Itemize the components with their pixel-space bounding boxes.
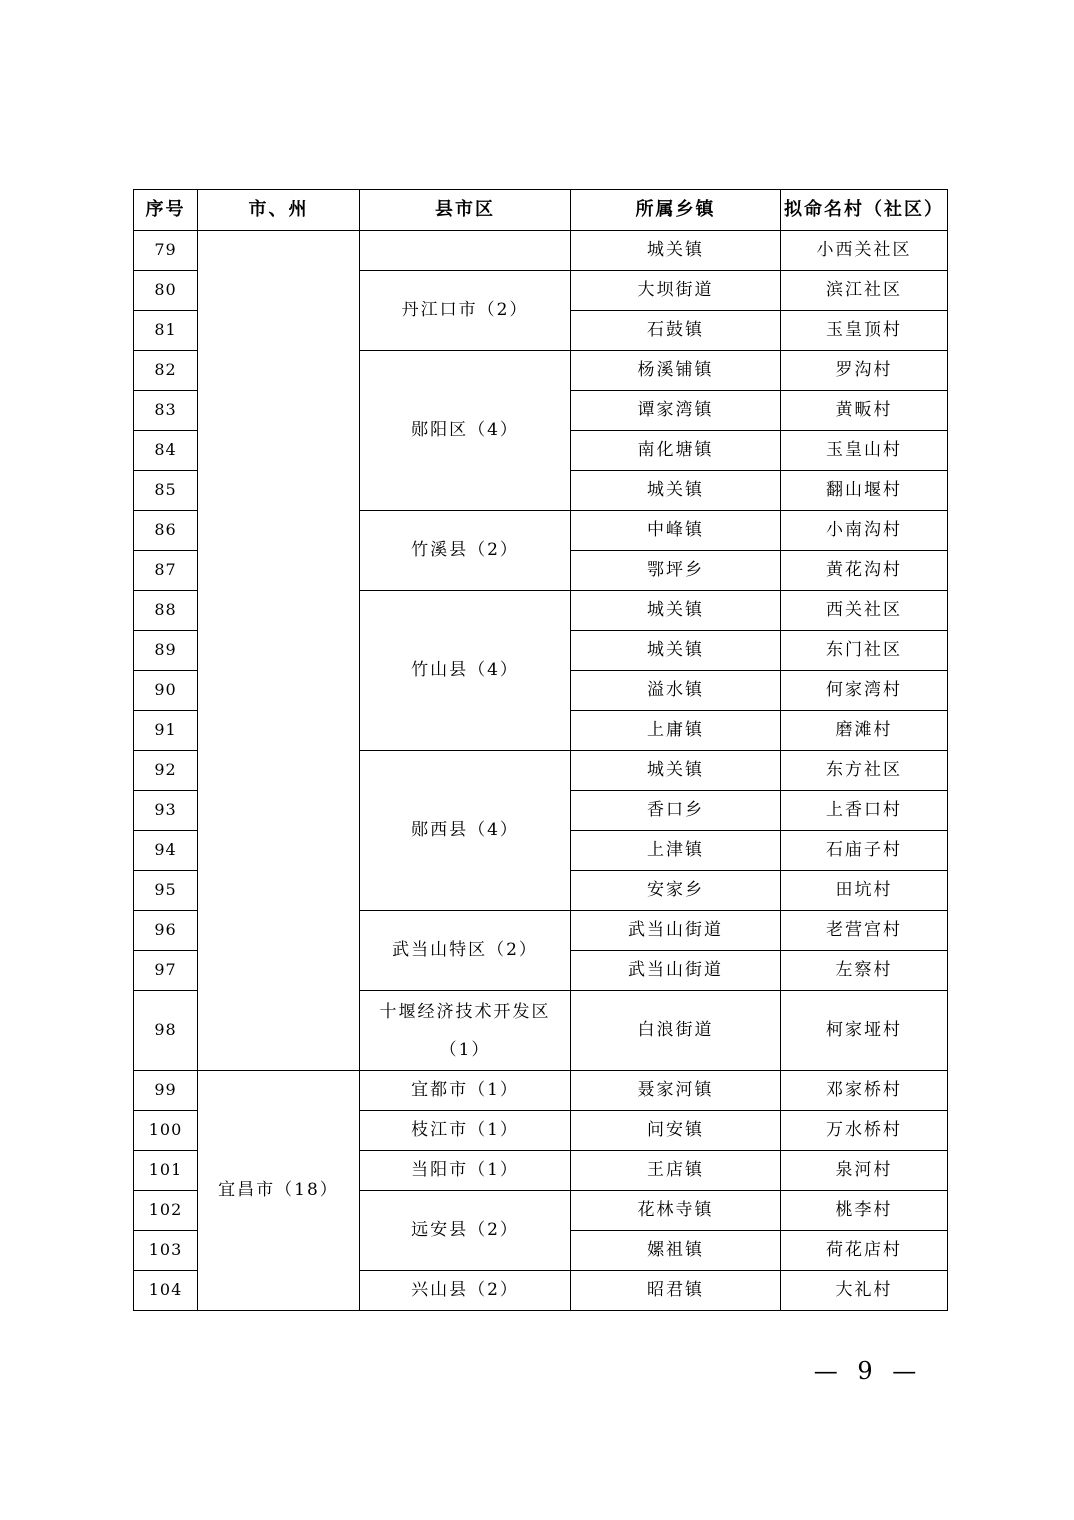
table-row — [134, 1071, 948, 1111]
village-cell: 万水桥村 — [781, 1111, 948, 1151]
village-cell: 上香口村 — [781, 791, 948, 831]
seq-cell: 92 — [134, 751, 198, 791]
village-cell: 滨江社区 — [781, 271, 948, 311]
county-cell: 竹溪县（2） — [360, 511, 571, 591]
header-county: 县市区 — [360, 190, 571, 231]
town-cell: 嫘祖镇 — [571, 1231, 781, 1271]
page-number: — 9 — — [813, 1357, 923, 1385]
seq-cell: 82 — [134, 351, 198, 391]
seq-cell: 85 — [134, 471, 198, 511]
header-city: 市、州 — [198, 190, 360, 231]
town-cell: 石鼓镇 — [571, 311, 781, 351]
village-cell: 田坑村 — [781, 871, 948, 911]
village-cell: 东方社区 — [781, 751, 948, 791]
town-cell: 王店镇 — [571, 1151, 781, 1191]
county-cell: 丹江口市（2） — [360, 271, 571, 351]
village-cell: 黄畈村 — [781, 391, 948, 431]
city-cell: 宜昌市（18） — [198, 1071, 360, 1311]
town-cell: 城关镇 — [571, 471, 781, 511]
town-cell: 城关镇 — [571, 751, 781, 791]
town-cell: 聂家河镇 — [571, 1071, 781, 1111]
county-cell: 十堰经济技术开发区（1） — [360, 991, 571, 1071]
town-cell: 白浪街道 — [571, 991, 781, 1071]
village-cell: 何家湾村 — [781, 671, 948, 711]
town-cell: 问安镇 — [571, 1111, 781, 1151]
town-cell: 上津镇 — [571, 831, 781, 871]
village-cell: 黄花沟村 — [781, 551, 948, 591]
town-cell: 安家乡 — [571, 871, 781, 911]
seq-cell: 79 — [134, 231, 198, 271]
header-row — [134, 190, 948, 231]
seq-cell: 93 — [134, 791, 198, 831]
village-cell: 小南沟村 — [781, 511, 948, 551]
village-cell: 泉河村 — [781, 1151, 948, 1191]
village-cell: 罗沟村 — [781, 351, 948, 391]
seq-cell: 90 — [134, 671, 198, 711]
county-cell: 郧西县（4） — [360, 751, 571, 911]
village-cell: 东门社区 — [781, 631, 948, 671]
village-cell: 老营宫村 — [781, 911, 948, 951]
header-village: 拟命名村（社区） — [781, 190, 948, 231]
town-cell: 溢水镇 — [571, 671, 781, 711]
seq-cell: 97 — [134, 951, 198, 991]
seq-cell: 91 — [134, 711, 198, 751]
seq-cell: 99 — [134, 1071, 198, 1111]
seq-cell: 83 — [134, 391, 198, 431]
village-cell: 小西关社区 — [781, 231, 948, 271]
county-cell: 武当山特区（2） — [360, 911, 571, 991]
town-cell: 杨溪铺镇 — [571, 351, 781, 391]
county-cell: 郧阳区（4） — [360, 351, 571, 511]
town-cell: 南化塘镇 — [571, 431, 781, 471]
county-cell — [360, 231, 571, 271]
county-cell: 枝江市（1） — [360, 1111, 571, 1151]
seq-cell: 80 — [134, 271, 198, 311]
header-town: 所属乡镇 — [571, 190, 781, 231]
seq-cell: 87 — [134, 551, 198, 591]
village-cell: 西关社区 — [781, 591, 948, 631]
village-cell: 玉皇顶村 — [781, 311, 948, 351]
town-cell: 城关镇 — [571, 591, 781, 631]
village-cell: 磨滩村 — [781, 711, 948, 751]
county-cell: 宜都市（1） — [360, 1071, 571, 1111]
seq-cell: 98 — [134, 991, 198, 1071]
seq-cell: 104 — [134, 1271, 198, 1311]
town-cell: 武当山街道 — [571, 951, 781, 991]
seq-cell: 81 — [134, 311, 198, 351]
seq-cell: 84 — [134, 431, 198, 471]
table-row — [134, 231, 948, 271]
town-cell: 大坝街道 — [571, 271, 781, 311]
seq-cell: 86 — [134, 511, 198, 551]
county-cell: 远安县（2） — [360, 1191, 571, 1271]
county-cell: 兴山县（2） — [360, 1271, 571, 1311]
city-cell — [198, 231, 360, 1071]
town-cell: 昭君镇 — [571, 1271, 781, 1311]
village-cell: 翻山堰村 — [781, 471, 948, 511]
village-cell: 大礼村 — [781, 1271, 948, 1311]
seq-cell: 100 — [134, 1111, 198, 1151]
seq-cell: 103 — [134, 1231, 198, 1271]
village-cell: 柯家垭村 — [781, 991, 948, 1071]
county-cell: 竹山县（4） — [360, 591, 571, 751]
county-cell: 当阳市（1） — [360, 1151, 571, 1191]
town-cell: 香口乡 — [571, 791, 781, 831]
seq-cell: 95 — [134, 871, 198, 911]
town-cell: 中峰镇 — [571, 511, 781, 551]
village-cell: 玉皇山村 — [781, 431, 948, 471]
village-cell: 桃李村 — [781, 1191, 948, 1231]
seq-cell: 89 — [134, 631, 198, 671]
town-cell: 谭家湾镇 — [571, 391, 781, 431]
town-cell: 上庸镇 — [571, 711, 781, 751]
seq-cell: 101 — [134, 1151, 198, 1191]
village-table — [133, 189, 948, 1311]
village-cell: 石庙子村 — [781, 831, 948, 871]
seq-cell: 88 — [134, 591, 198, 631]
village-cell: 左察村 — [781, 951, 948, 991]
village-cell: 荷花店村 — [781, 1231, 948, 1271]
town-cell: 鄂坪乡 — [571, 551, 781, 591]
seq-cell: 96 — [134, 911, 198, 951]
town-cell: 城关镇 — [571, 631, 781, 671]
seq-cell: 94 — [134, 831, 198, 871]
village-cell: 邓家桥村 — [781, 1071, 948, 1111]
seq-cell: 102 — [134, 1191, 198, 1231]
town-cell: 武当山街道 — [571, 911, 781, 951]
town-cell: 花林寺镇 — [571, 1191, 781, 1231]
town-cell: 城关镇 — [571, 231, 781, 271]
header-seq: 序号 — [134, 190, 198, 231]
